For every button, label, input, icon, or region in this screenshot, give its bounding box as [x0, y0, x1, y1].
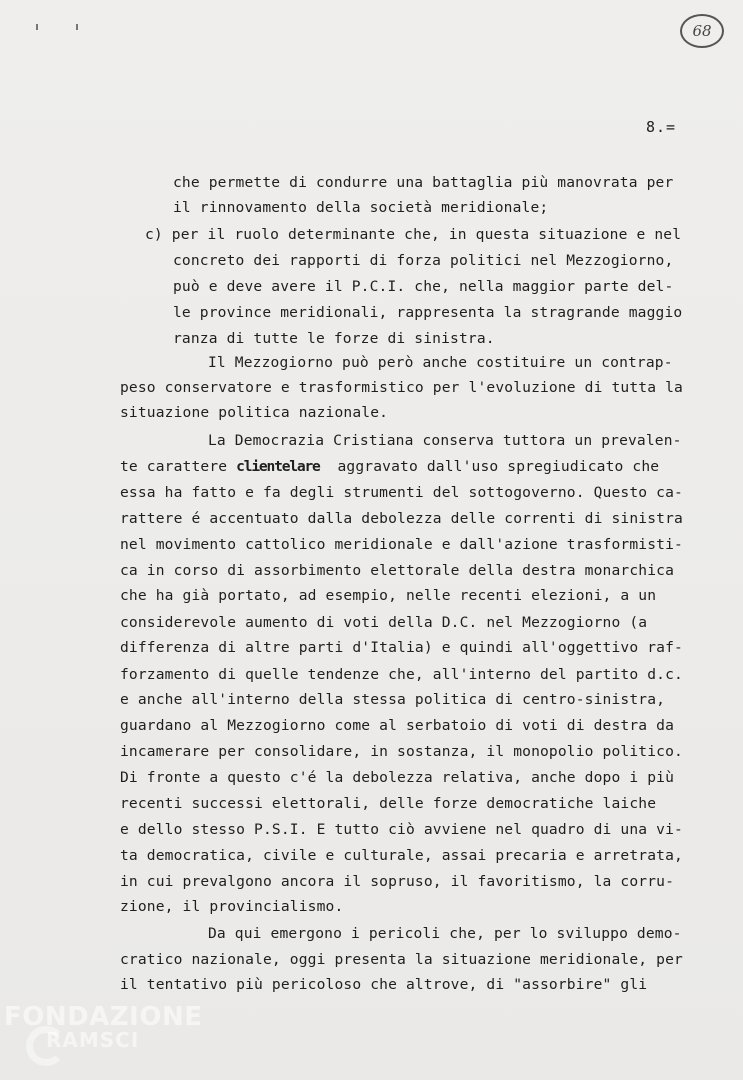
text-line: il rinnovamento della società meridionale;	[173, 199, 549, 216]
text-line: che ha già portato, ad esempio, nelle recenti elezioni, a un	[120, 587, 657, 604]
text-line: Il Mezzogiorno può però anche costituire un contrap-	[208, 354, 673, 371]
page-number: 8.=	[646, 118, 677, 136]
text-line: zione, il provincialismo.	[120, 898, 344, 915]
stamp-number: 68	[692, 22, 712, 40]
text-line: concreto dei rapporti di forza politici nel Mezzogiorno,	[173, 252, 674, 269]
text-line: differenza di altre parti d'Italia) e quindi all'oggettivo raf-	[120, 639, 683, 656]
text-line: guardano al Mezzogiorno come al serbatoio di voti di destra da	[120, 717, 675, 734]
text-line: può e deve avere il P.C.I. che, nella maggior parte del-	[173, 278, 674, 295]
text-line: peso conservatore e trasformistico per l'evoluzione di tutta la	[120, 379, 683, 396]
text-line: Da qui emergono i pericoli che, per lo sviluppo demo-	[208, 925, 682, 942]
text-line: le province meridionali, rappresenta la stragrande maggio	[173, 304, 683, 321]
text-line: il tentativo più pericoloso che altrove, di "assorbire" gli	[120, 976, 648, 993]
text-line: c) per il ruolo determinante che, in questa situazione e nel	[145, 226, 682, 243]
edge-mark	[36, 24, 38, 30]
text-line: forzamento di quelle tendenze che, all'interno del partito d.c.	[120, 666, 683, 683]
text-fragment: aggravato dall'uso spregiudicato che	[337, 458, 660, 475]
text-line: che permette di condurre una battaglia più manovrata per	[173, 174, 674, 191]
text-line: in cui prevalgono ancora il sopruso, il favoritismo, la corru-	[120, 873, 675, 890]
text-line: rattere é accentuato dalla debolezza delle correnti di sinistra	[120, 510, 683, 527]
text-line: situazione politica nazionale.	[120, 404, 389, 421]
text-line: nel movimento cattolico meridionale e dall'azione trasformisti-	[120, 536, 683, 553]
text-line: ta democratica, civile e culturale, assai precaria e arretrata,	[120, 847, 683, 864]
text-line: cratico nazionale, oggi presenta la situazione meridionale, per	[120, 951, 683, 968]
text-line: incamerare per consolidare, in sostanza, il monopolio politico.	[120, 743, 683, 760]
text-fragment: te carattere	[120, 458, 228, 475]
text-line: e dello stesso P.S.I. E tutto ciò avviene nel quadro di una vi-	[120, 821, 683, 838]
edge-mark	[76, 24, 78, 30]
text-line: essa ha fatto e fa degli strumenti del sottogoverno. Questo ca-	[120, 484, 683, 501]
archive-stamp	[680, 14, 724, 48]
text-line: La Democrazia Cristiana conserva tuttora un prevalen-	[208, 432, 682, 449]
text-line: Di fronte a questo c'é la debolezza relativa, anche dopo i più	[120, 769, 675, 786]
text-line: ca in corso di assorbimento elettorale della destra monarchica	[120, 562, 675, 579]
overtyped-word: clientelare	[236, 458, 320, 475]
text-line	[120, 460, 659, 475]
watermark-line2: RAMSCI	[46, 1028, 140, 1052]
text-line: considerevole aumento di voti della D.C. nel Mezzogiorno (a	[120, 614, 648, 631]
text-line: recenti successi elettorali, delle forze democratiche laiche	[120, 795, 657, 812]
text-line: e anche all'interno della stessa politica di centro-sinistra,	[120, 691, 666, 708]
text-line: ranza di tutte le forze di sinistra.	[173, 330, 495, 347]
watermark-line1: FONDAZIONE	[4, 1002, 203, 1032]
watermark-logo	[4, 996, 214, 1076]
